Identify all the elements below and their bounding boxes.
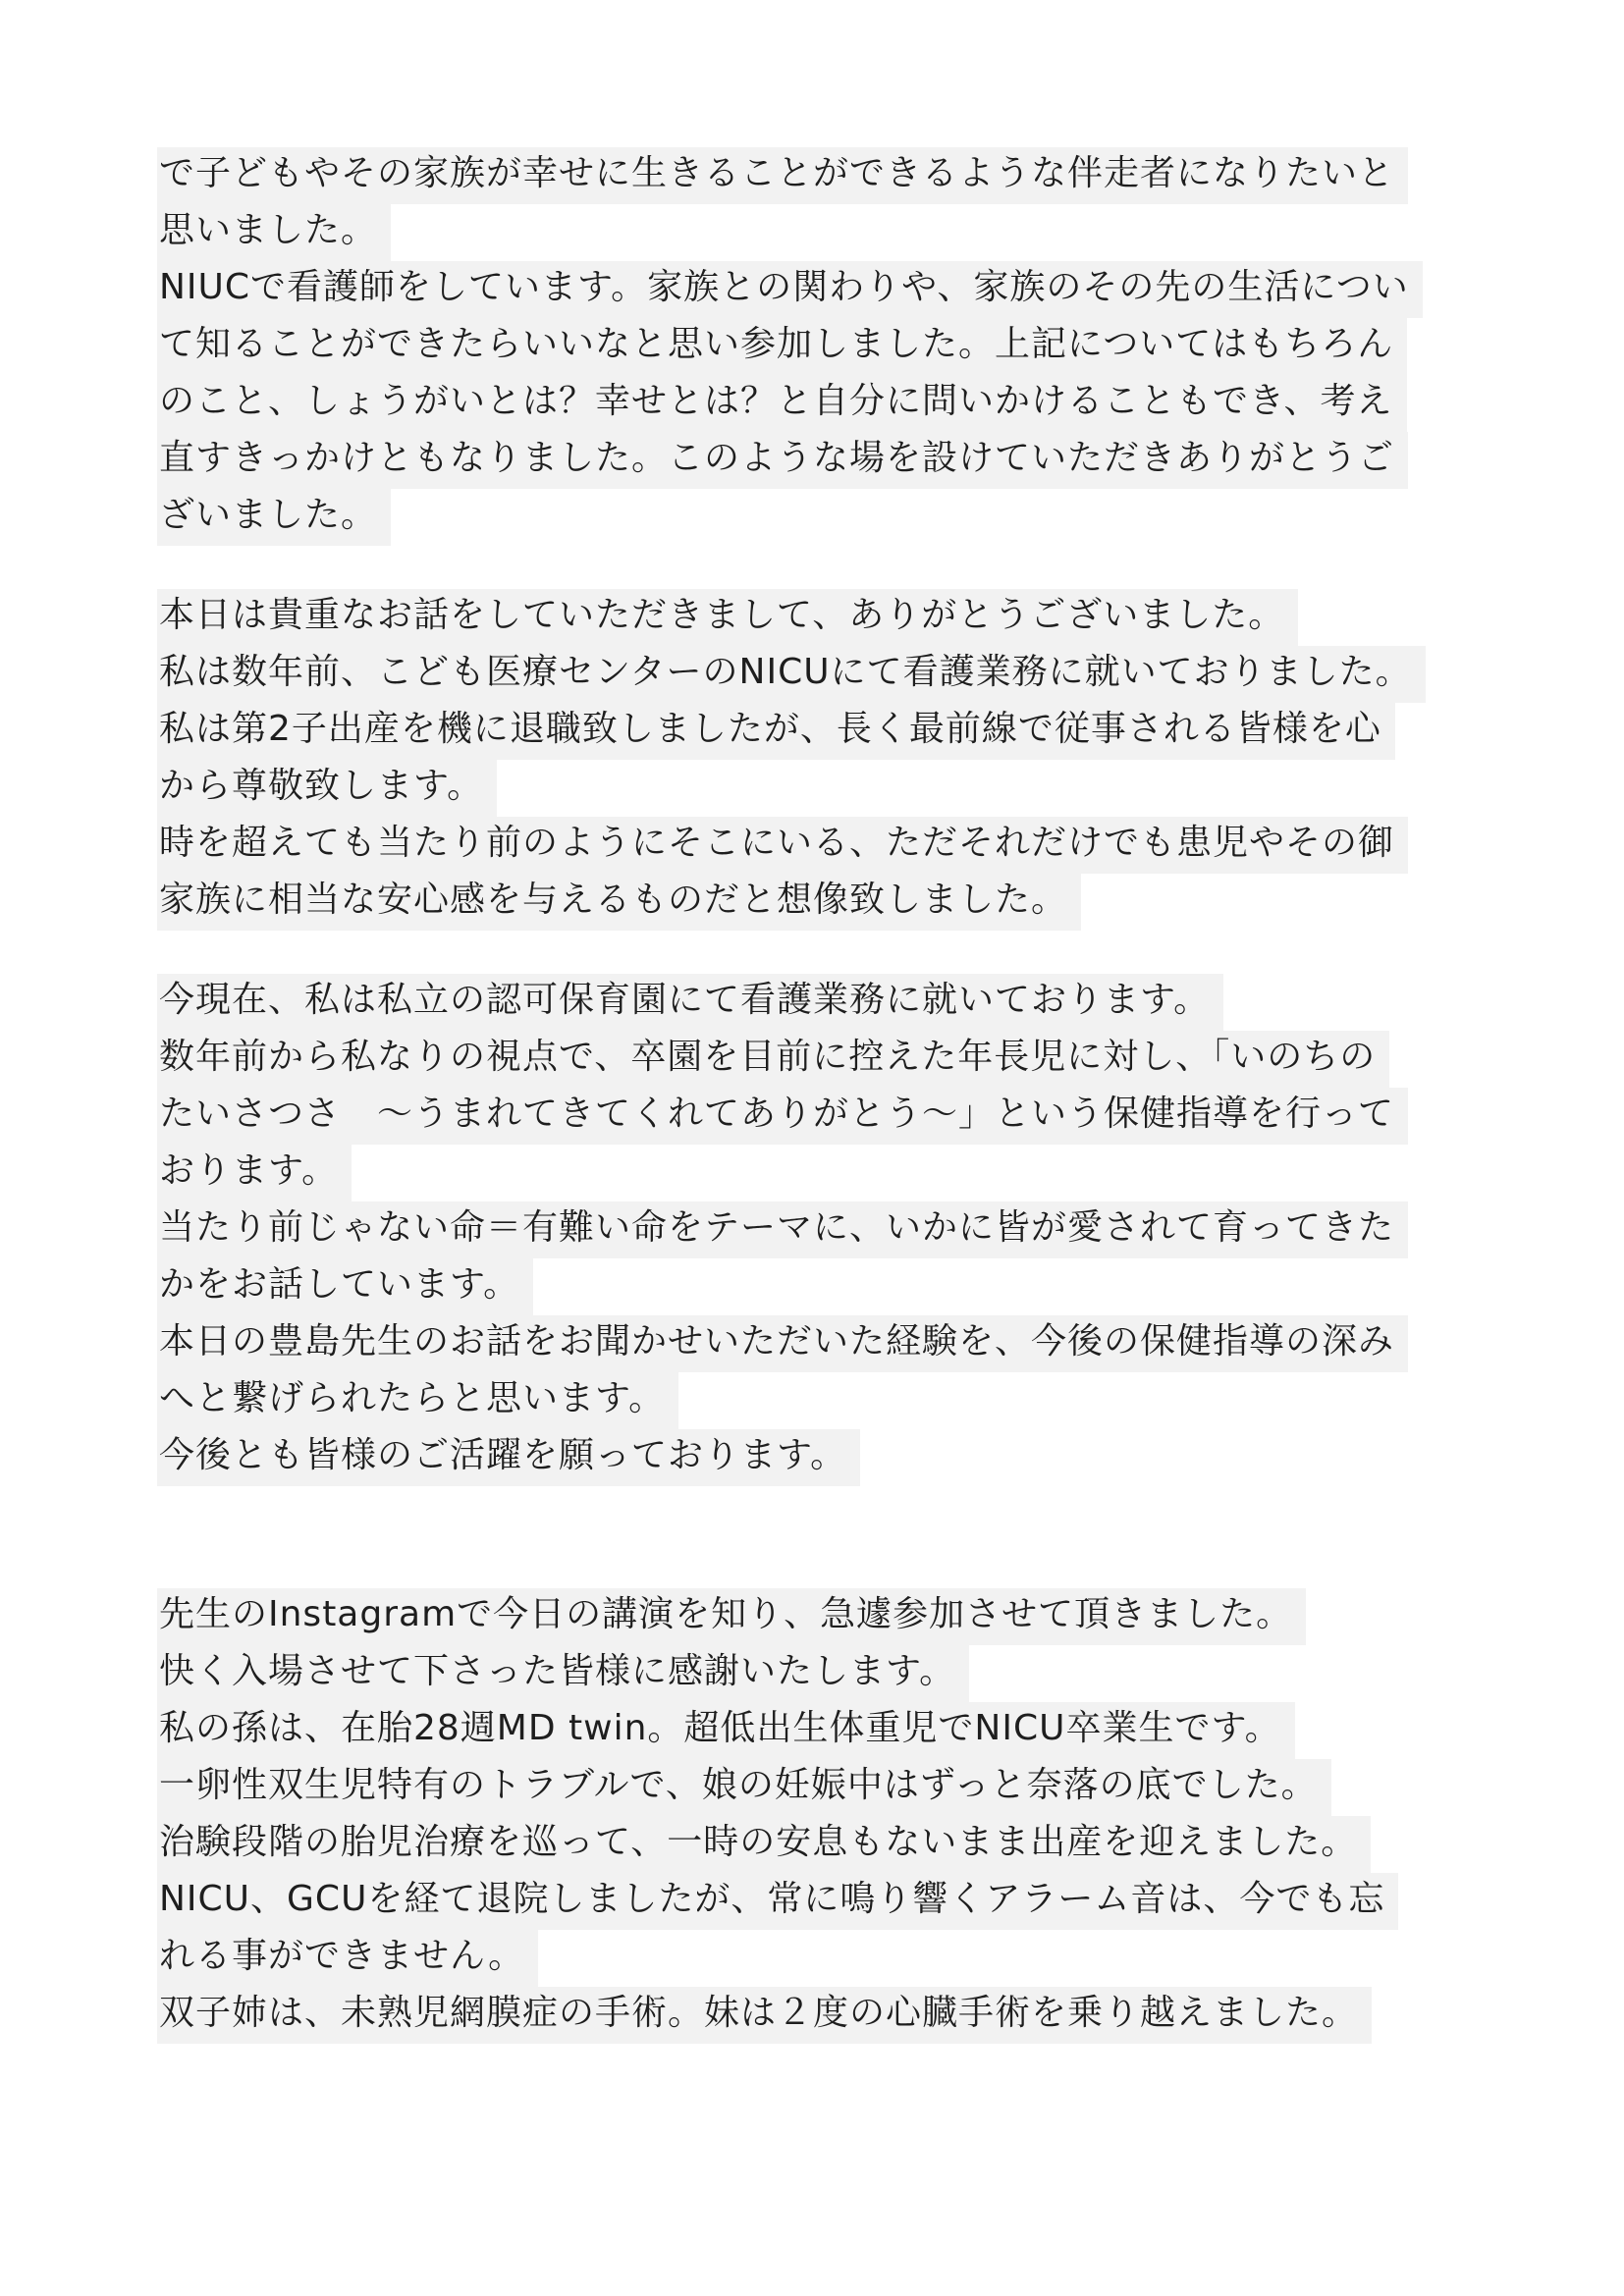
text-line: れる事ができません。 bbox=[157, 1930, 1492, 1987]
text-line: かをお話しています。 bbox=[157, 1258, 1492, 1315]
text-line: 家族に相当な安心感を与えるものだと想像致しました。 bbox=[157, 874, 1492, 931]
comment-block-1 bbox=[157, 147, 1492, 546]
text-line: 今現在、私は私立の認可保育園にて看護業務に就いております。 bbox=[157, 974, 1492, 1031]
text-line: 時を超えても当たり前のようにそこにいる、ただそれだけでも患児やその御 bbox=[157, 817, 1492, 874]
block-spacer bbox=[157, 1486, 1492, 1588]
text-line: 本日の豊島先生のお話をお聞かせいただいた経験を、今後の保健指導の深み bbox=[157, 1315, 1492, 1372]
text-line: のこと、しょうがいとは？幸せとは？と自分に問いかけることもでき、考え bbox=[157, 375, 1492, 432]
text-line: へと繋げられたらと思います。 bbox=[157, 1372, 1492, 1429]
comment-block-2 bbox=[157, 589, 1492, 931]
comment-block-3 bbox=[157, 974, 1492, 1486]
text-line: で子どもやその家族が幸せに生きることができるような伴走者になりたいと bbox=[157, 147, 1492, 204]
text-line: 先生のInstagramで今日の講演を知り、急遽参加させて頂きました。 bbox=[157, 1588, 1492, 1645]
text-line: NICU、GCUを経て退院しましたが、常に鳴り響くアラーム音は、今でも忘 bbox=[157, 1873, 1492, 1930]
text-line: 一卵性双生児特有のトラブルで、娘の妊娠中はずっと奈落の底でした。 bbox=[157, 1759, 1492, 1816]
text-line: 双子姉は、未熟児網膜症の手術。妹は２度の心臓手術を乗り越えました。 bbox=[157, 1987, 1492, 2044]
text-line: おります。 bbox=[157, 1145, 1492, 1201]
text-line: 当たり前じゃない命＝有難い命をテーマに、いかに皆が愛されて育ってきた bbox=[157, 1201, 1492, 1258]
text-line: て知ることができたらいいなと思い参加しました。上記についてはもちろん bbox=[157, 318, 1492, 375]
text-line: 思いました。 bbox=[157, 204, 1492, 261]
text-line: NIUCで看護師をしています。家族との関わりや、家族のその先の生活につい bbox=[157, 261, 1492, 318]
text-line: 今後とも皆様のご活躍を願っております。 bbox=[157, 1429, 1492, 1486]
text-line: 私は第2子出産を機に退職致しましたが、長く最前線で従事される皆様を心 bbox=[157, 703, 1492, 760]
text-line: 治験段階の胎児治療を巡って、一時の安息もないまま出産を迎えました。 bbox=[157, 1816, 1492, 1873]
text-line: 数年前から私なりの視点で、卒園を目前に控えた年長児に対し、「いのちの bbox=[157, 1031, 1492, 1088]
text-line: 私は数年前、こども医療センターのNICUにて看護業務に就いておりました。 bbox=[157, 646, 1492, 703]
document-page bbox=[157, 147, 1492, 2044]
text-line: たいさつさ ～うまれてきてくれてありがとう～」という保健指導を行って bbox=[157, 1088, 1492, 1145]
text-line: ざいました。 bbox=[157, 489, 1492, 546]
block-spacer bbox=[157, 931, 1492, 974]
text-line: から尊敬致します。 bbox=[157, 760, 1492, 817]
text-line: 本日は貴重なお話をしていただきまして、ありがとうございました。 bbox=[157, 589, 1492, 646]
text-line: 私の孫は、在胎28週MD twin。超低出生体重児でNICU卒業生です。 bbox=[157, 1702, 1492, 1759]
text-line: 直すきっかけともなりました。このような場を設けていただきありがとうご bbox=[157, 432, 1492, 489]
block-spacer bbox=[157, 546, 1492, 589]
text-line: 快く入場させて下さった皆様に感謝いたします。 bbox=[157, 1645, 1492, 1702]
comment-block-4 bbox=[157, 1588, 1492, 2044]
